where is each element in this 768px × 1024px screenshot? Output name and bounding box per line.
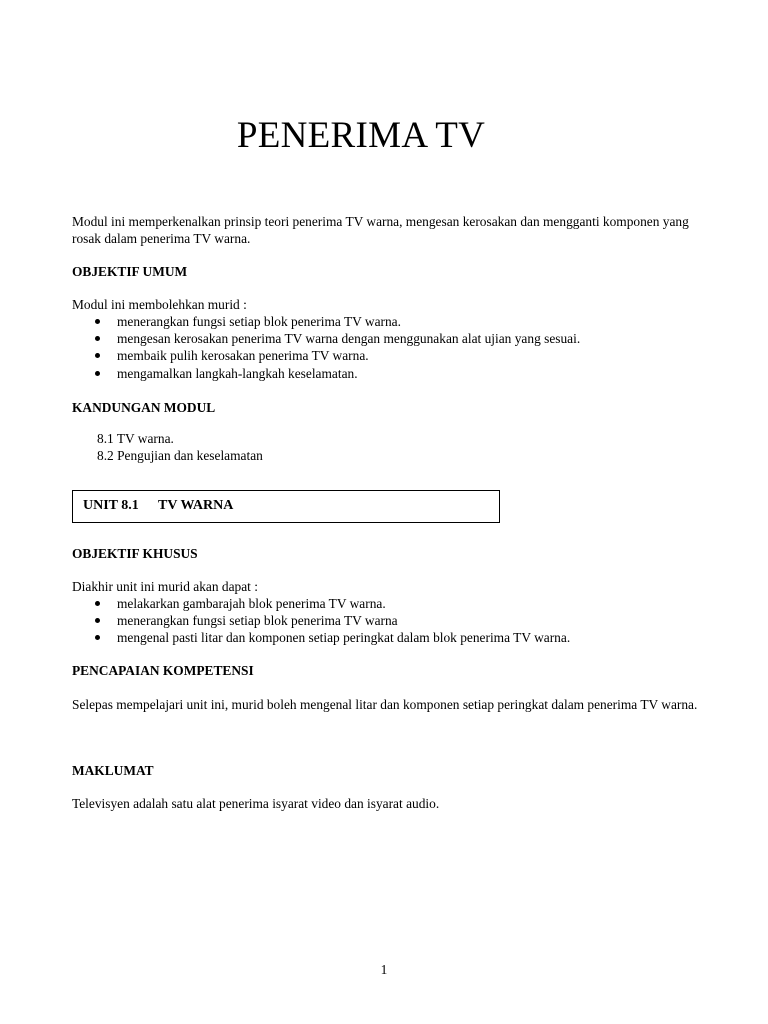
list-item	[72, 347, 712, 364]
list-item	[72, 595, 712, 612]
pencapaian-kompetensi-text: Selepas mempelajari unit ini, murid boleh mengenal litar dan komponen setiap peringkat dalam penerima TV warna.	[72, 697, 698, 712]
kandungan-modul-heading: KANDUNGAN MODUL	[72, 400, 216, 415]
list-item-text: menerangkan fungsi setiap blok penerima TV warna	[117, 613, 398, 629]
objektif-khusus-heading: OBJEKTIF KHUSUS	[72, 546, 198, 561]
list-item	[72, 365, 712, 382]
bullet-icon	[95, 635, 100, 640]
objektif-khusus-list	[72, 595, 712, 647]
objektif-umum-heading: OBJEKTIF UMUM	[72, 264, 188, 279]
page-title: PENERIMA TV	[236, 115, 486, 156]
page-number: 1	[380, 962, 388, 977]
list-item	[72, 330, 712, 347]
bullet-icon	[95, 319, 100, 324]
bullet-icon	[95, 353, 100, 358]
list-item-text: membaik pulih kerosakan penerima TV warna.	[117, 348, 369, 364]
list-item-text: mengamalkan langkah-langkah keselamatan.	[117, 365, 358, 381]
list-item-text: melakarkan gambarajah blok penerima TV warna.	[117, 596, 386, 611]
list-item	[72, 629, 712, 646]
bullet-icon	[95, 336, 100, 341]
maklumat-heading: MAKLUMAT	[72, 763, 154, 778]
objektif-umum-lead: Modul ini membolehkan murid :	[72, 297, 247, 312]
unit-name: TV WARNA	[158, 498, 234, 513]
kandungan-item-1: 8.1 TV warna.	[97, 431, 174, 446]
bullet-icon	[95, 618, 100, 623]
objektif-umum-list	[72, 313, 712, 382]
bullet-icon	[95, 371, 100, 376]
pencapaian-kompetensi-heading: PENCAPAIAN KOMPETENSI	[72, 663, 254, 678]
list-item-text: mengenal pasti litar dan komponen setiap peringkat dalam blok penerima TV warna.	[117, 630, 571, 646]
list-item-text: menerangkan fungsi setiap blok penerima TV warna.	[117, 314, 401, 329]
unit-label: UNIT 8.1	[83, 498, 139, 513]
bullet-icon	[95, 601, 100, 606]
list-item-text: mengesan kerosakan penerima TV warna dengan menggunakan alat ujian yang sesuai.	[117, 331, 581, 347]
maklumat-text: Televisyen adalah satu alat penerima isyarat video dan isyarat audio.	[72, 796, 440, 811]
unit-box	[72, 490, 500, 523]
kandungan-item-2: 8.2 Pengujian dan keselamatan	[97, 448, 263, 463]
intro-paragraph: Modul ini memperkenalkan prinsip teori penerima TV warna, mengesan kerosakan dan mengganti komponen yang rosak dalam penerima TV warna.	[72, 214, 689, 246]
objektif-khusus-lead: Diakhir unit ini murid akan dapat :	[72, 579, 258, 594]
list-item	[72, 313, 712, 330]
list-item	[72, 612, 712, 629]
